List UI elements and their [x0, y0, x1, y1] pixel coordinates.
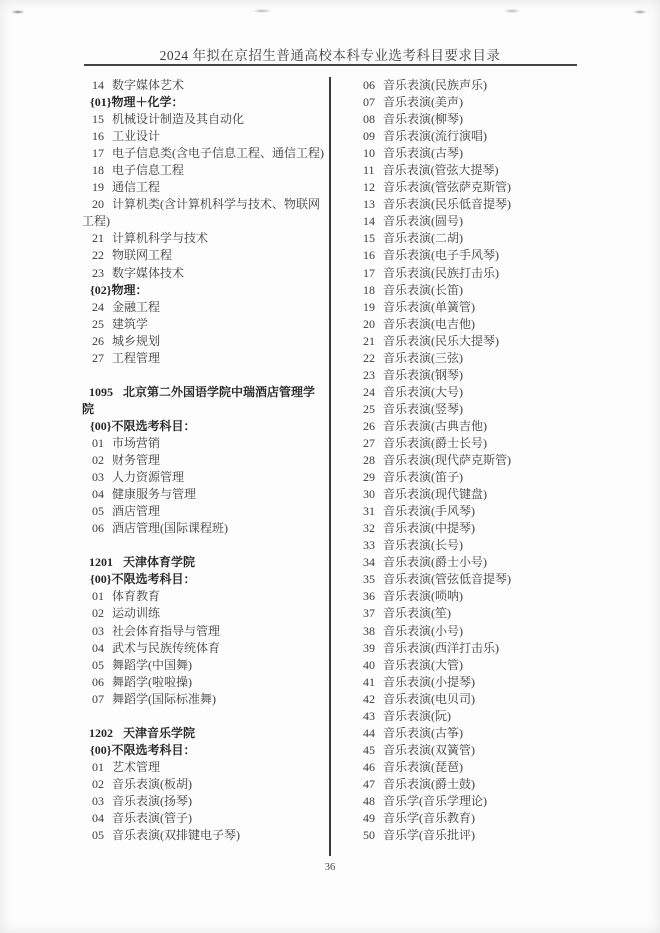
entry-number: 29: [363, 470, 375, 485]
entry-text: 健康服务与管理: [112, 487, 197, 502]
major-item: [82, 452, 328, 469]
major-item: [353, 316, 583, 333]
major-item: [353, 333, 583, 350]
entry-text: 数字媒体艺术: [112, 78, 185, 92]
major-item: [353, 265, 583, 282]
entry-text: 酒店管理(国际课程班): [112, 521, 228, 536]
major-item: [82, 674, 328, 691]
entry-number: 24: [363, 384, 375, 399]
entry-text: 音乐表演(柳琴): [383, 112, 463, 127]
entry-text: 音乐表演(中提琴): [383, 521, 475, 536]
major-item: [353, 623, 583, 640]
institution-heading: [82, 554, 328, 571]
entry-number: 43: [363, 708, 375, 723]
major-item: [353, 299, 583, 316]
major-item: [82, 77, 328, 94]
major-item: [353, 605, 583, 622]
entry-number: 27: [92, 350, 104, 365]
entry-text: 运动训练: [112, 606, 161, 621]
entry-text: 音乐表演(电吉他): [383, 316, 475, 331]
entry-number: 18: [363, 282, 375, 297]
entry-number: 12: [363, 180, 375, 195]
entry-number: 30: [363, 487, 375, 502]
entry-number: 41: [363, 674, 375, 689]
entry-number: 36: [363, 589, 375, 604]
entry-text: 市场营销: [112, 435, 161, 450]
entry-text: 音乐学(音乐批评): [383, 828, 475, 843]
entry-text: 音乐表演(电子手风琴): [383, 248, 499, 263]
entry-text: 音乐表演(古琴): [383, 146, 463, 161]
major-item: [353, 247, 583, 264]
entry-number: 26: [92, 333, 104, 348]
entry-number: 05: [92, 657, 104, 672]
entry-text: 北京第二外国语学院中瑞酒店管理学: [123, 384, 316, 399]
major-item: [82, 623, 328, 640]
entry-text: 音乐表演(小号): [383, 623, 463, 638]
entry-number: 02: [92, 606, 104, 621]
entry-number: 06: [92, 521, 104, 536]
major-item: [353, 128, 583, 145]
entry-text: 音乐表演(钢琴): [383, 367, 463, 382]
entry-number: 45: [363, 742, 375, 757]
entry-text: 音乐表演(阮): [383, 708, 451, 723]
major-item: [82, 333, 328, 350]
subject-requirement-heading: {02}物理：: [90, 282, 148, 297]
major-item: [353, 571, 583, 588]
major-item: [353, 230, 583, 247]
major-item: [82, 179, 328, 196]
entry-text: 舞蹈学(啦啦操): [112, 674, 192, 689]
right-column: [353, 77, 583, 844]
page-number: 36: [324, 862, 336, 873]
entry-text: 音乐表演(民乐大提琴): [383, 333, 499, 348]
major-item: [353, 435, 583, 452]
major-item: [353, 759, 583, 776]
entry-number: 46: [363, 759, 375, 774]
major-item: [82, 162, 328, 179]
entry-text: 音乐表演(大管): [383, 657, 463, 672]
entry-text: 音乐表演(小提琴): [383, 674, 475, 689]
institution-heading-wrap: 院: [82, 401, 95, 416]
entry-text: 音乐表演(琵琶): [383, 759, 463, 774]
entry-text: 音乐表演(民乐低音提琴): [383, 197, 511, 212]
major-item: [353, 213, 583, 230]
major-item: [353, 725, 583, 742]
entry-number: 1095: [89, 384, 113, 399]
entry-number: 09: [363, 129, 375, 144]
entry-number: 40: [363, 657, 375, 672]
entry-text: 音乐表演(爵士鼓): [383, 776, 475, 791]
entry-text: 音乐表演(双排键电子琴): [112, 828, 240, 843]
major-item: [353, 401, 583, 418]
entry-number: 04: [92, 640, 104, 655]
entry-number: 25: [92, 316, 104, 331]
blank-line: [82, 367, 328, 384]
entry-text: 机械设计制造及其自动化: [112, 112, 245, 127]
major-item: [82, 145, 328, 162]
entry-text: 城乡规划: [112, 333, 161, 348]
entry-number: 17: [92, 146, 104, 161]
entry-text: 音乐表演(双簧管): [383, 742, 475, 757]
entry-text: 金融工程: [112, 299, 161, 314]
entry-number: 13: [363, 197, 375, 212]
major-item: [82, 299, 328, 316]
major-item: [353, 742, 583, 759]
entry-text: 建筑学: [112, 316, 149, 331]
entry-number: 33: [363, 538, 375, 553]
entry-number: 18: [92, 163, 104, 178]
major-item: [353, 452, 583, 469]
major-item: [82, 503, 328, 520]
entry-number: 42: [363, 691, 375, 706]
entry-text: 武术与民族传统体育: [112, 640, 221, 655]
entry-number: 01: [92, 759, 104, 774]
major-item: [353, 537, 583, 554]
entry-number: 37: [363, 606, 375, 621]
entry-number: 03: [92, 470, 104, 485]
entry-number: 20: [363, 316, 375, 331]
major-item: [353, 77, 583, 94]
entry-number: 08: [363, 112, 375, 127]
entry-text: 音乐表演(民族声乐): [383, 78, 487, 92]
entry-text: 音乐学(音乐学理论): [383, 793, 487, 808]
entry-text: 酒店管理: [112, 504, 161, 519]
entry-number: 22: [92, 248, 104, 263]
entry-number: 49: [363, 811, 375, 826]
entry-text: 音乐表演(唢呐): [383, 589, 463, 604]
entry-text: 计算机科学与技术: [112, 231, 209, 246]
entry-text: 音乐学(音乐教育): [383, 811, 475, 826]
entry-text: 音乐表演(古典吉他): [383, 418, 487, 433]
institution-heading: [82, 725, 328, 742]
entry-text: 音乐表演(现代键盘): [383, 487, 487, 502]
major-item: [353, 520, 583, 537]
major-item: [353, 657, 583, 674]
entry-number: 50: [363, 828, 375, 843]
entry-text: 音乐表演(爵士小号): [383, 555, 487, 570]
major-item: [353, 708, 583, 725]
major-item: [353, 469, 583, 486]
entry-number: 25: [363, 401, 375, 416]
entry-text: 财务管理: [112, 453, 161, 468]
entry-number: 05: [92, 828, 104, 843]
blank-line: [82, 537, 328, 554]
blank-line: [82, 708, 328, 725]
entry-number: 04: [92, 811, 104, 826]
major-item: [353, 94, 583, 111]
entry-number: 03: [92, 623, 104, 638]
entry-number: 16: [92, 129, 104, 144]
entry-text: 音乐表演(圆号): [383, 214, 463, 229]
major-item: [82, 435, 328, 452]
major-item: [82, 316, 328, 333]
entry-text: 音乐表演(三弦): [383, 350, 463, 365]
entry-number: 15: [363, 231, 375, 246]
entry-number: 23: [363, 367, 375, 382]
entry-text: 音乐表演(二胡): [383, 231, 463, 246]
entry-number: 20: [92, 197, 104, 212]
major-item: [82, 230, 328, 247]
entry-number: 07: [92, 691, 104, 706]
entry-number: 11: [363, 163, 375, 178]
entry-number: 27: [363, 435, 375, 450]
major-item: [82, 605, 328, 622]
subject-requirement-heading: {00}不限选考科目：: [90, 742, 196, 757]
major-item: [82, 657, 328, 674]
entry-text: 音乐表演(管子): [112, 811, 192, 826]
entry-number: 01: [92, 435, 104, 450]
entry-number: 21: [92, 231, 104, 246]
major-item: [353, 350, 583, 367]
entry-number: 47: [363, 776, 375, 791]
entry-number: 28: [363, 453, 375, 468]
scan-artifacts: [0, 8, 660, 16]
entry-number: 06: [363, 78, 375, 92]
entry-text: 音乐表演(民族打击乐): [383, 265, 499, 280]
major-item: [353, 486, 583, 503]
entry-number: 32: [363, 521, 375, 536]
entry-number: 14: [363, 214, 375, 229]
entry-text: 音乐表演(板胡): [112, 776, 192, 791]
entry-text: 体育教育: [112, 589, 161, 604]
entry-text: 数字媒体技术: [112, 265, 185, 280]
entry-text: 音乐表演(单簧管): [383, 299, 475, 314]
entry-number: 39: [363, 640, 375, 655]
entry-number: 17: [363, 265, 375, 280]
major-item: [353, 810, 583, 827]
entry-text: 人力资源管理: [112, 470, 185, 485]
entry-number: 04: [92, 487, 104, 502]
major-item: [82, 520, 328, 537]
major-item: [353, 162, 583, 179]
major-item: [82, 691, 328, 708]
entry-number: 14: [92, 78, 104, 92]
entry-number: 22: [363, 350, 375, 365]
entry-text: 音乐表演(手风琴): [383, 504, 475, 519]
entry-text: 音乐表演(西洋打击乐): [383, 640, 499, 655]
entry-text: 音乐表演(电贝司): [383, 691, 475, 706]
entry-number: 02: [92, 776, 104, 791]
major-item: [353, 367, 583, 384]
entry-text: 艺术管理: [112, 759, 161, 774]
entry-text: 音乐表演(古筝): [383, 725, 463, 740]
major-item: [353, 384, 583, 401]
entry-text: 音乐表演(现代萨克斯管): [383, 453, 511, 468]
title-rule-divider: [84, 64, 577, 66]
entry-number: 02: [92, 453, 104, 468]
entry-text: 音乐表演(长号): [383, 538, 463, 553]
entry-text: 舞蹈学(国际标准舞): [112, 691, 216, 706]
entry-text: 音乐表演(管弦萨克斯管): [383, 180, 511, 195]
major-item: [353, 793, 583, 810]
institution-heading: [82, 384, 328, 401]
major-item: [82, 827, 328, 844]
entry-text: 音乐表演(美声): [383, 95, 463, 110]
entry-number: 10: [363, 146, 375, 161]
entry-text: 音乐表演(扬琴): [112, 793, 192, 808]
major-item: [82, 810, 328, 827]
entry-text: 音乐表演(大号): [383, 384, 463, 399]
major-item: [82, 793, 328, 810]
entry-text: 工程管理: [112, 350, 161, 365]
entry-text: 通信工程: [112, 180, 161, 195]
major-item: [353, 418, 583, 435]
wrapped-text-line: 工程): [82, 214, 110, 229]
major-item: [82, 759, 328, 776]
major-item: [353, 827, 583, 844]
major-item: [82, 588, 328, 605]
major-item: [82, 111, 328, 128]
entry-text: 计算机类(含计算机科学与技术、物联网: [112, 197, 320, 212]
entry-text: 电子信息工程: [112, 163, 185, 178]
major-item: [353, 588, 583, 605]
subject-requirement-heading: {00}不限选考科目：: [90, 418, 196, 433]
entry-number: 01: [92, 589, 104, 604]
major-item: [353, 640, 583, 657]
major-item: [82, 640, 328, 657]
entry-number: 48: [363, 793, 375, 808]
entry-number: 24: [92, 299, 104, 314]
entry-text: 舞蹈学(中国舞): [112, 657, 192, 672]
entry-number: 1201: [89, 555, 113, 570]
major-item: [82, 247, 328, 264]
entry-text: 音乐表演(长笛): [383, 282, 463, 297]
entry-text: 社会体育指导与管理: [112, 623, 221, 638]
column-divider: [329, 77, 331, 856]
subject-requirement-heading: {01}物理＋化学：: [90, 95, 184, 110]
entry-number: 03: [92, 793, 104, 808]
major-item: [353, 179, 583, 196]
major-item: [82, 265, 328, 282]
entry-text: 电子信息类(含电子信息工程、通信工程): [112, 146, 324, 161]
major-item: [82, 350, 328, 367]
entry-text: 天津音乐学院: [123, 725, 196, 740]
entry-number: 34: [363, 555, 375, 570]
entry-number: 16: [363, 248, 375, 263]
entry-text: 音乐表演(竖琴): [383, 401, 463, 416]
entry-text: 音乐表演(爵士长号): [383, 435, 487, 450]
major-item: [353, 196, 583, 213]
entry-number: 44: [363, 725, 375, 740]
major-item: [353, 776, 583, 793]
entry-text: 工业设计: [112, 129, 161, 144]
entry-text: 天津体育学院: [123, 555, 196, 570]
entry-number: 31: [363, 504, 375, 519]
entry-number: 07: [363, 95, 375, 110]
major-item: [82, 469, 328, 486]
entry-text: 物联网工程: [112, 248, 173, 263]
entry-number: 06: [92, 674, 104, 689]
entry-number: 15: [92, 112, 104, 127]
left-column: [82, 77, 328, 844]
entry-number: 21: [363, 333, 375, 348]
entry-number: 35: [363, 572, 375, 587]
major-item: [82, 128, 328, 145]
entry-text: 音乐表演(管弦低音提琴): [383, 572, 511, 587]
entry-number: 19: [363, 299, 375, 314]
major-item: [82, 196, 328, 213]
major-item: [353, 282, 583, 299]
major-item: [353, 674, 583, 691]
entry-number: 1202: [89, 725, 113, 740]
entry-text: 音乐表演(笙): [383, 606, 451, 621]
major-item: [82, 486, 328, 503]
major-item: [353, 145, 583, 162]
major-item: [353, 691, 583, 708]
entry-text: 音乐表演(流行演唱): [383, 129, 487, 144]
entry-number: 38: [363, 623, 375, 638]
entry-number: 19: [92, 180, 104, 195]
subject-requirement-heading: {00}不限选考科目：: [90, 572, 196, 587]
entry-text: 音乐表演(笛子): [383, 470, 463, 485]
major-item: [353, 554, 583, 571]
entry-number: 23: [92, 265, 104, 280]
major-item: [82, 776, 328, 793]
major-item: [353, 111, 583, 128]
entry-text: 音乐表演(管弦大提琴): [382, 163, 499, 178]
major-item: [353, 503, 583, 520]
entry-number: 05: [92, 504, 104, 519]
page-title: 2024 年拟在京招生普通高校本科专业选考科目要求目录: [159, 48, 501, 63]
entry-number: 26: [363, 418, 375, 433]
